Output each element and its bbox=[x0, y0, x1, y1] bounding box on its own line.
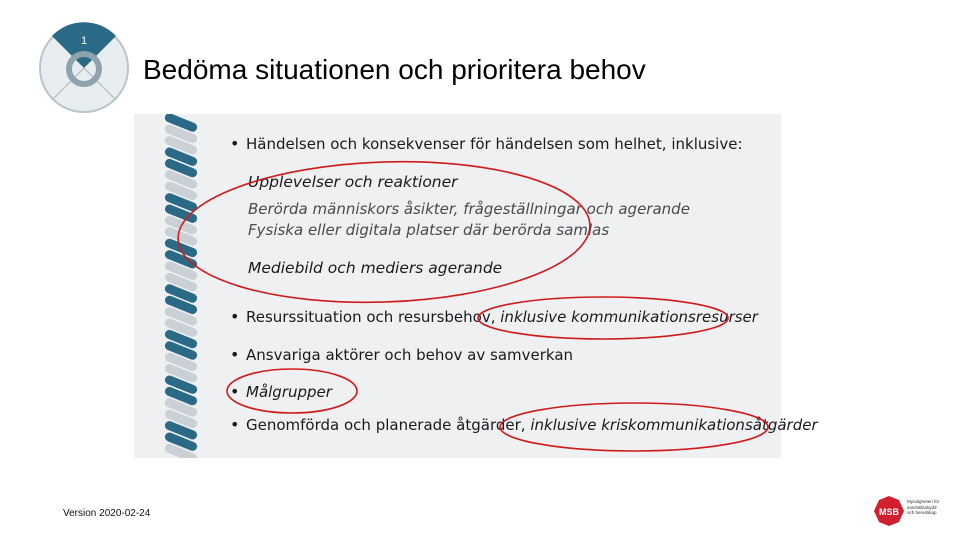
page-title: Bedöma situationen och prioritera behov bbox=[143, 54, 646, 85]
bullet-item-2: • Resurssituation och resursbehov, inklusive kommunikationsresurser bbox=[246, 308, 758, 326]
sub-item-1: Upplevelser och reaktioner bbox=[248, 173, 458, 191]
bullet-item-5: • Genomförda och planerade åtgärder, inklusive kriskommunikationsåtgärder bbox=[246, 416, 818, 434]
logo-wordmark: Myndigheten för samhällsskydd och beredskap bbox=[907, 499, 940, 515]
bullet-item-3: • Ansvariga aktörer och behov av samverkan bbox=[246, 346, 573, 364]
sub-item-3: Fysiska eller digitala platser där berörda samlas bbox=[248, 221, 610, 239]
logo-abbr: MSB bbox=[879, 507, 899, 517]
badge-number: 1 bbox=[80, 35, 88, 47]
sub-item-2: Berörda människors åsikter, frågeställningar och agerande bbox=[248, 200, 690, 218]
sub-item-4: Mediebild och mediers agerande bbox=[248, 259, 503, 277]
bullet-item-4: • Målgrupper bbox=[246, 383, 332, 401]
version-label: Version 2020-02-24 bbox=[63, 508, 151, 519]
bullet-item-1: • Händelsen och konsekvenser för händelsen som helhet, inklusive: bbox=[246, 135, 743, 153]
